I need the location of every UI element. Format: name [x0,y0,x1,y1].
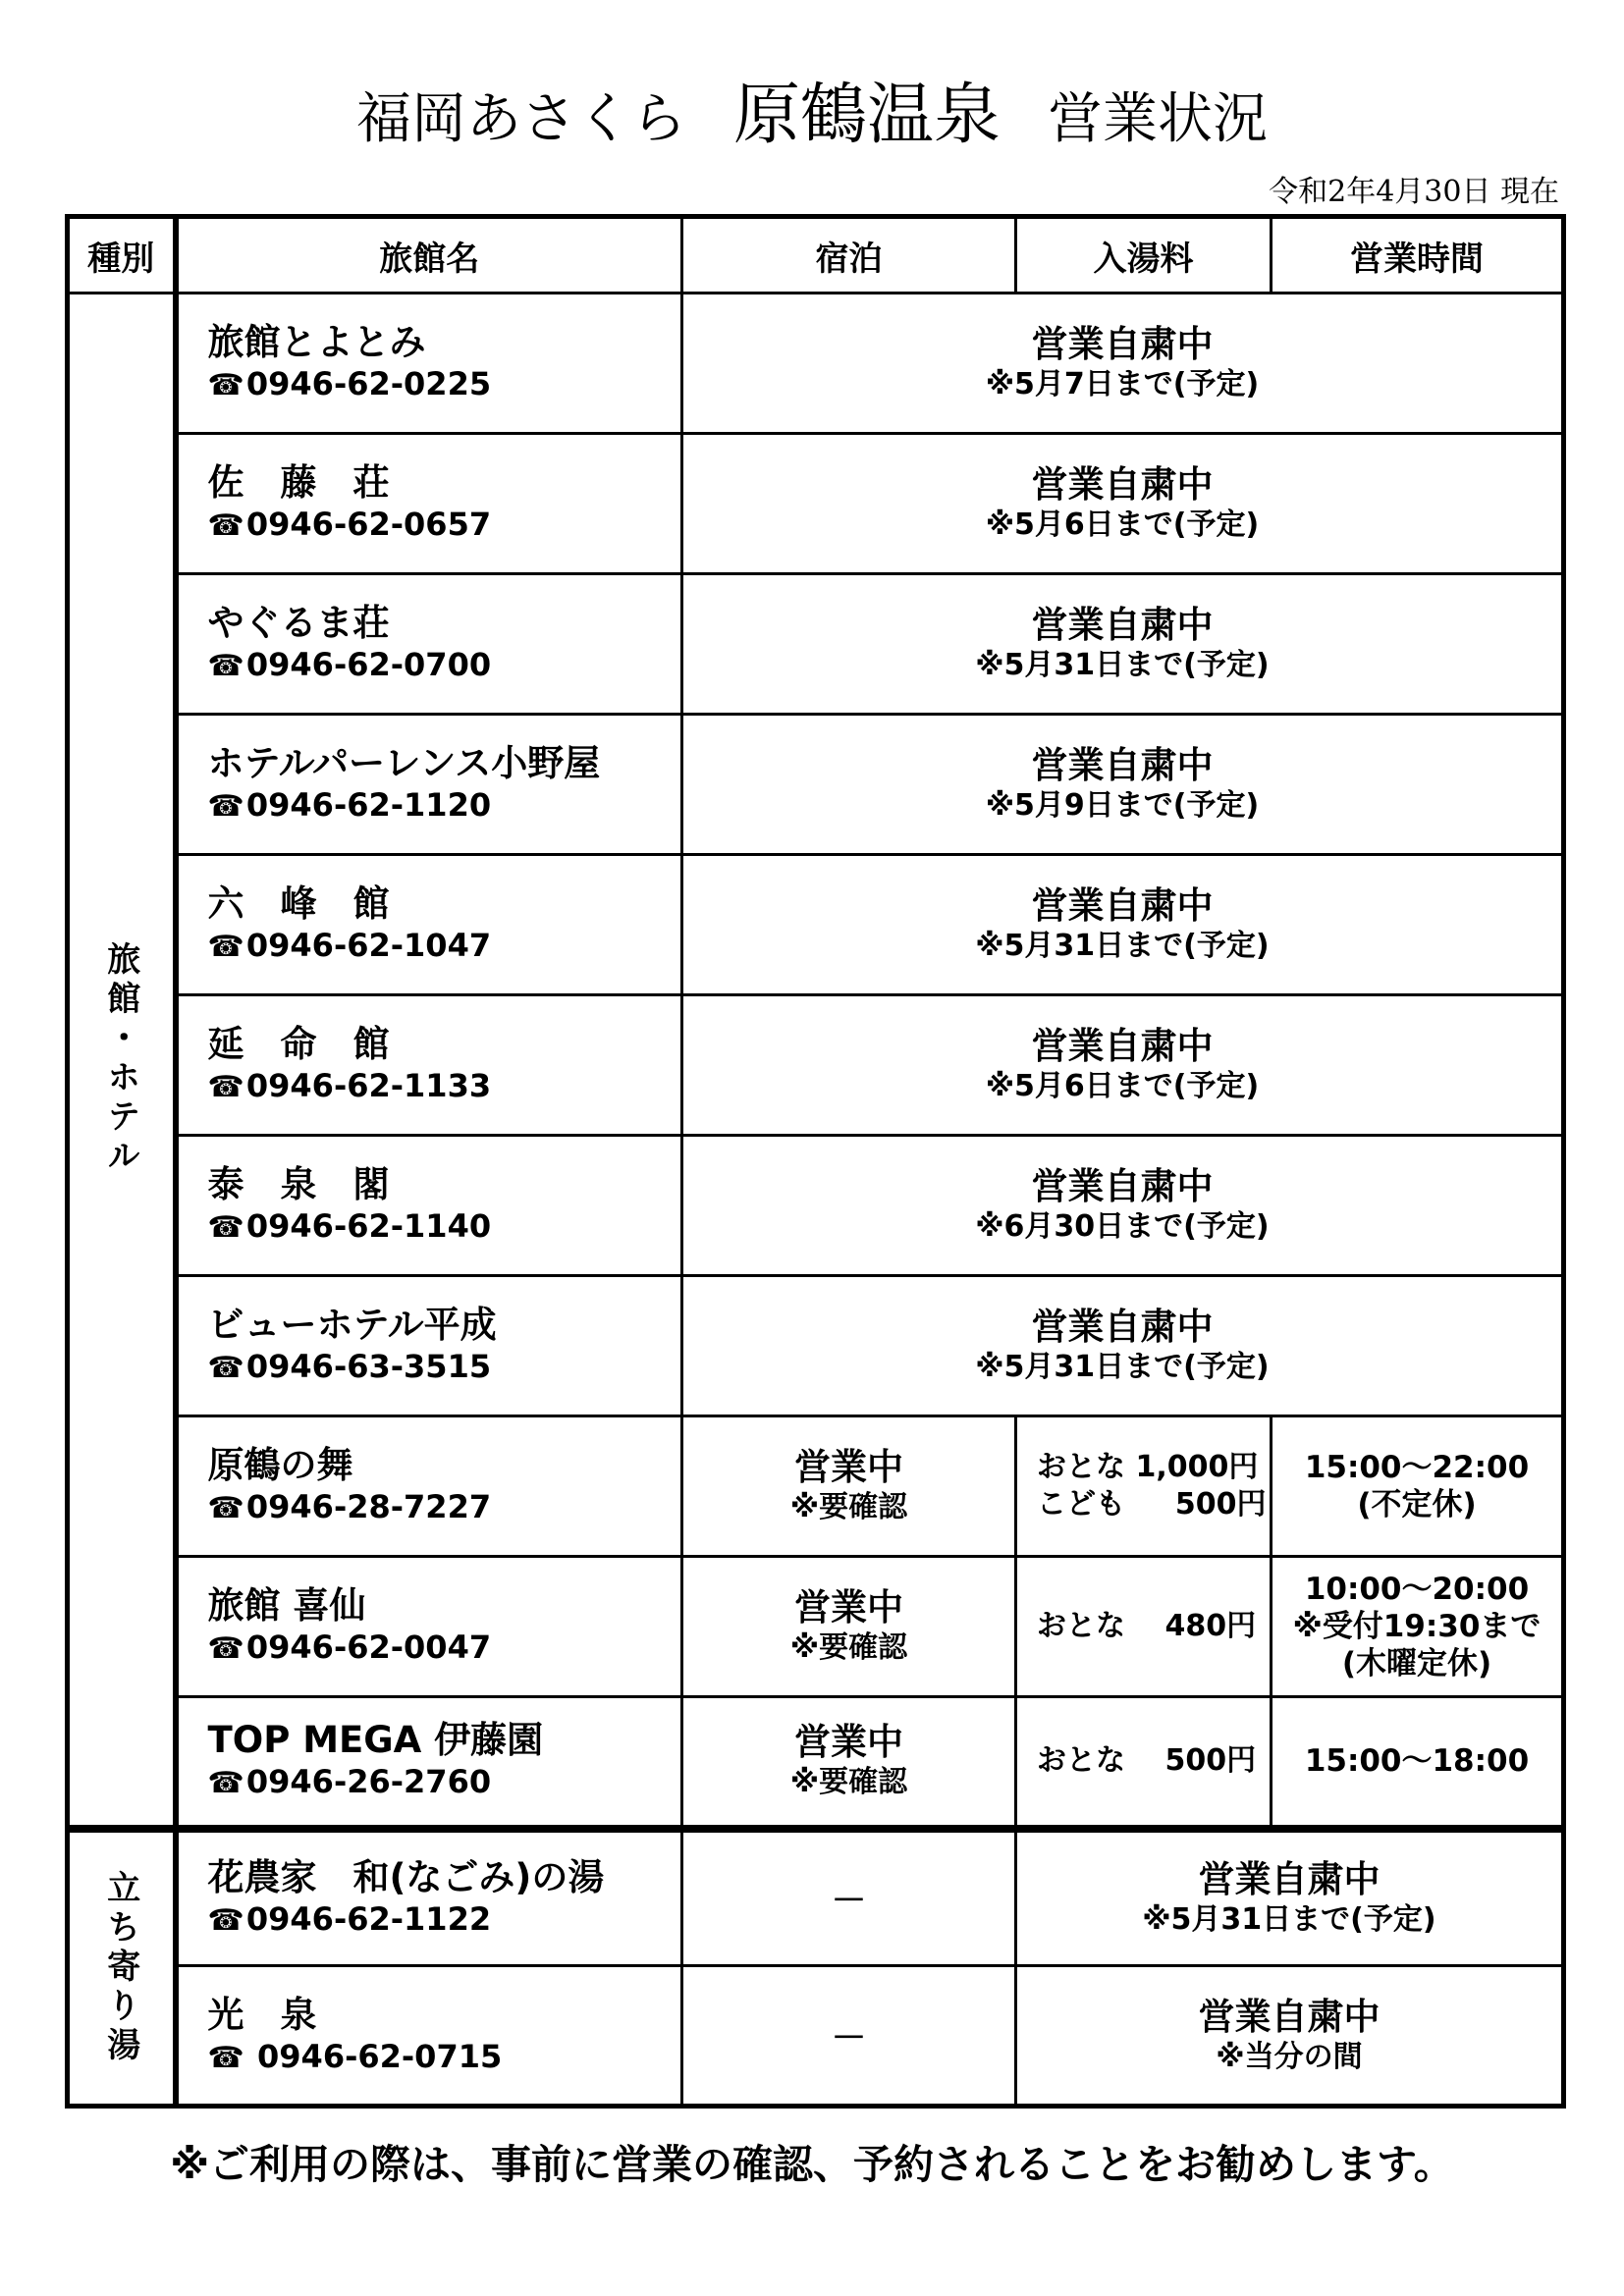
stay-cell: － [682,1966,1016,2107]
category-dayuse: 立ち寄り湯 [68,1829,176,2107]
status-note: ※5月9日まで(予定) [985,788,1260,823]
status-note: ※6月30日まで(予定) [975,1209,1270,1244]
inn-name: 光 泉 [207,1993,317,2036]
stay-status: 営業中 [794,1446,903,1488]
status-cell [682,995,1564,1136]
status-cell [682,294,1564,434]
inn-name: 佐 藤 荘 [207,461,390,504]
title-status: 営業状況 [1048,87,1268,151]
inn-name: TOP MEGA 伊藤園 [207,1719,544,1762]
inn-cell [176,1416,682,1557]
table-row [68,855,1564,995]
table-row [68,1136,1564,1276]
header-hours: 営業時間 [1272,217,1564,294]
hours-line: (不定休) [1357,1487,1477,1522]
inn-cell [176,1829,682,1966]
inn-name: 旅館 喜仙 [207,1584,366,1627]
header-category: 種別 [68,217,176,294]
hours-line: 10:00～20:00 [1304,1572,1530,1607]
header-stay: 宿泊 [682,217,1016,294]
telephone-icon: ☎ [207,1766,244,1801]
status-cell [682,1276,1564,1416]
title-onsen: 原鶴温泉 [732,77,1001,154]
inn-name: ビューホテル平成 [207,1304,497,1346]
inn-phone: ☎0946-62-1047 [208,926,681,967]
inn-cell [176,995,682,1136]
status-note: ※当分の間 [1216,2039,1363,2074]
status-text: 営業自粛中 [1031,323,1214,365]
status-note: ※5月31日まで(予定) [975,1350,1270,1384]
inn-cell [176,855,682,995]
status-cell [682,1136,1564,1276]
status-cell [682,855,1564,995]
status-note: ※5月6日まで(予定) [985,507,1260,542]
inn-cell [176,434,682,574]
table-row [68,574,1564,715]
stay-cell: － [682,1829,1016,1966]
header-fee: 入湯料 [1016,217,1272,294]
table-row [68,1557,1564,1697]
telephone-icon: ☎ [207,2040,244,2075]
fee-cell: おとな 500円 [1016,1697,1272,1829]
status-text: 営業自粛中 [1031,884,1214,927]
title-region: 福岡あさくら [355,87,686,151]
inn-cell [176,1697,682,1829]
hours-line: (木曜定休) [1341,1646,1492,1682]
status-cell [1016,1966,1564,2107]
inn-phone: ☎0946-62-1133 [208,1066,681,1107]
footer-note: ※ご利用の際は、事前に営業の確認、予約されることをお勧めします。 [170,2141,1454,2188]
stay-status: 営業中 [794,1721,903,1764]
telephone-icon: ☎ [207,930,244,964]
telephone-icon: ☎ [207,1351,244,1385]
status-cell [682,715,1564,855]
stay-cell [682,1416,1016,1557]
inn-cell [176,294,682,434]
inn-phone: ☎0946-62-1140 [208,1206,681,1248]
telephone-icon: ☎ [207,1902,244,1938]
table-row [68,715,1564,855]
stay-cell [682,1557,1016,1697]
status-note: ※5月31日まで(予定) [1142,1901,1436,1937]
inn-cell [176,1136,682,1276]
inn-cell [176,1557,682,1697]
status-table [65,214,1566,2109]
table-row [68,995,1564,1136]
inn-phone: ☎0946-26-2760 [208,1762,681,1803]
hours-line: 15:00～18:00 [1304,1743,1530,1780]
status-note: ※5月31日まで(予定) [975,648,1270,682]
table-row [68,1276,1564,1416]
table-row [68,294,1564,434]
inn-cell [176,1966,682,2107]
inn-name: 延 命 館 [207,1023,390,1065]
category-hotel: 旅館・ホテル [68,294,176,1829]
stay-note: ※要確認 [789,1630,908,1665]
status-note: ※5月6日まで(予定) [985,1069,1260,1103]
inn-cell [176,574,682,715]
inn-name: 泰 泉 閣 [207,1163,390,1205]
stay-status: 営業中 [794,1586,903,1629]
inn-name: ホテルパーレンス小野屋 [207,742,601,784]
status-cell [682,574,1564,715]
inn-phone: ☎0946-62-1122 [208,1899,681,1941]
hours-cell [1272,1557,1564,1697]
status-text: 営業自粛中 [1031,1165,1214,1207]
inn-phone: ☎0946-62-0657 [208,505,681,546]
telephone-icon: ☎ [207,508,244,543]
status-note: ※5月7日まで(予定) [985,367,1260,401]
table-row [68,1829,1564,1966]
status-text: 営業自粛中 [1198,1995,1380,2038]
inn-name: 原鶴の舞 [207,1444,353,1486]
hours-line: ※受付19:30まで [1292,1609,1542,1644]
telephone-icon: ☎ [207,1631,244,1666]
inn-name: 六 峰 館 [207,882,390,925]
fee-cell: おとな 1,000円 こども 500円 [1016,1416,1272,1557]
inn-name: やぐるま荘 [207,602,390,644]
table-row [68,1966,1564,2107]
status-text: 営業自粛中 [1031,463,1214,506]
status-text: 営業自粛中 [1031,1306,1214,1348]
inn-phone: ☎0946-62-0700 [208,645,681,686]
status-text: 営業自粛中 [1031,604,1214,646]
status-text: 営業自粛中 [1031,744,1214,786]
hours-cell [1272,1697,1564,1829]
inn-name: 旅館とよとみ [207,321,426,363]
status-cell [682,434,1564,574]
table-row [68,434,1564,574]
stay-note: ※要確認 [789,1765,908,1800]
inn-phone: ☎0946-28-7227 [208,1487,681,1528]
telephone-icon: ☎ [207,789,244,824]
hours-cell [1272,1416,1564,1557]
page-title [0,77,1624,159]
header-name: 旅館名 [176,217,682,294]
telephone-icon: ☎ [207,1210,244,1245]
hours-line: 15:00～22:00 [1304,1450,1530,1485]
stay-cell [682,1697,1016,1829]
telephone-icon: ☎ [207,368,244,402]
status-note: ※5月31日まで(予定) [975,929,1270,963]
inn-name: 花農家 和(なごみ)の湯 [207,1855,605,1898]
inn-phone: ☎0946-62-0047 [208,1628,681,1669]
inn-phone: ☎ 0946-62-0715 [208,2037,681,2078]
as-of-date: 令和2年4月30日 現在 [1269,175,1559,209]
stay-note: ※要確認 [789,1490,908,1524]
status-text: 営業自粛中 [1198,1857,1380,1900]
status-cell [1016,1829,1564,1966]
telephone-icon: ☎ [207,1070,244,1104]
status-text: 営業自粛中 [1031,1025,1214,1067]
table-row [68,1697,1564,1829]
inn-cell [176,715,682,855]
telephone-icon: ☎ [207,1491,244,1525]
table-row [68,1416,1564,1557]
inn-phone: ☎0946-63-3515 [208,1347,681,1388]
telephone-icon: ☎ [207,649,244,683]
table-header [68,217,1564,294]
inn-cell [176,1276,682,1416]
fee-cell: おとな 480円 [1016,1557,1272,1697]
inn-phone: ☎0946-62-0225 [208,364,681,405]
inn-phone: ☎0946-62-1120 [208,785,681,827]
